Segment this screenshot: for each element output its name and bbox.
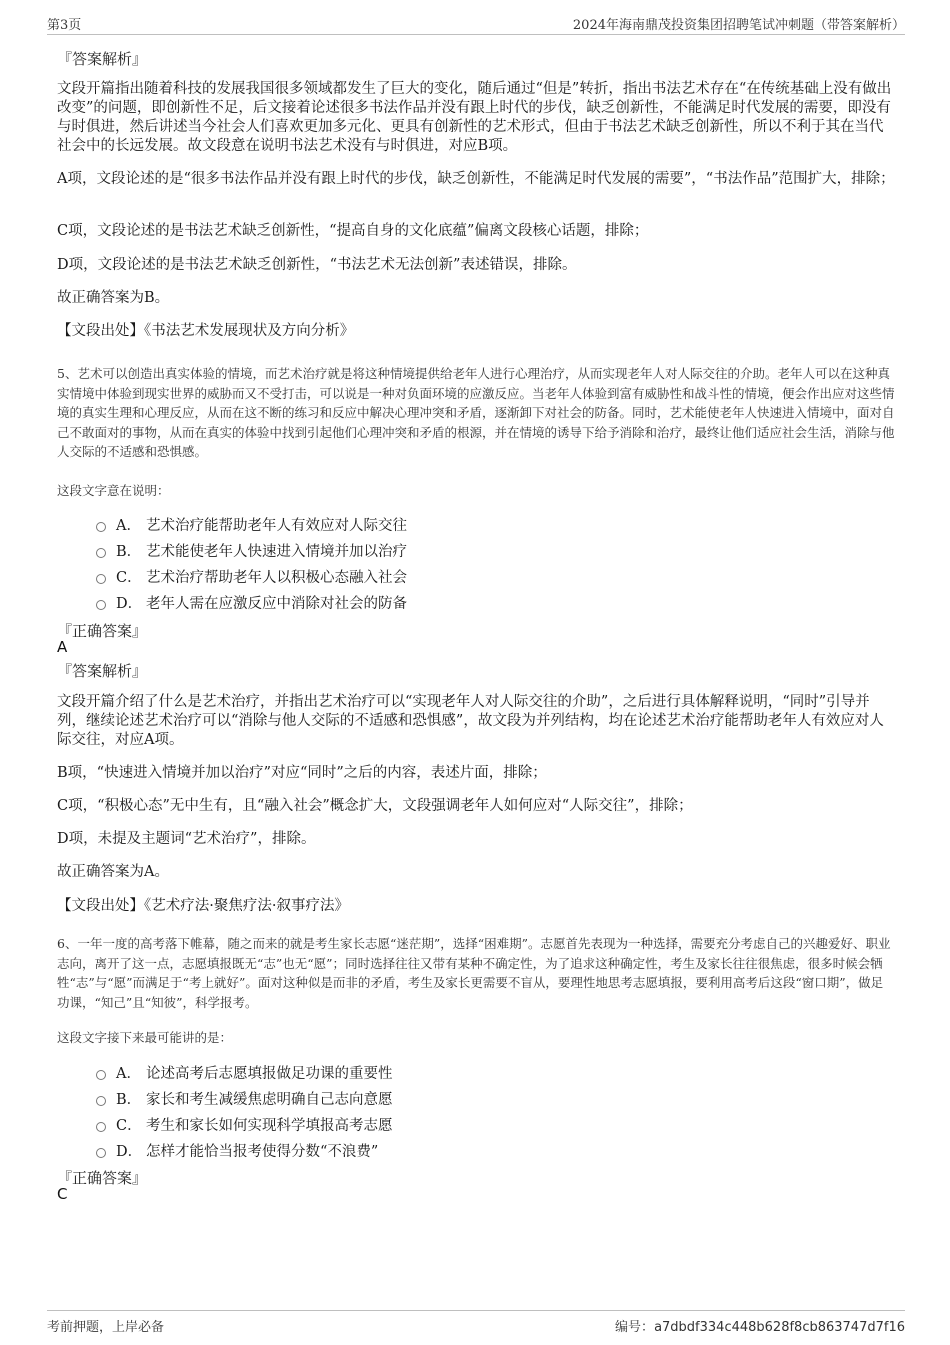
correct-answer: A	[57, 638, 68, 656]
radio-button-icon[interactable]	[96, 574, 106, 584]
radio-button-icon[interactable]	[96, 1122, 106, 1132]
question-6-option-d[interactable]	[96, 1140, 378, 1160]
option-letter: D．	[116, 1144, 143, 1160]
page-number: 第3页	[47, 18, 82, 33]
question-5-prompt: 这段文字意在说明：	[57, 483, 170, 498]
option-text: 考生和家长如何实现科学填报高考志愿	[146, 1118, 393, 1134]
page-header	[47, 14, 905, 35]
analysis-paragraph: C项，“积极心态”无中生有，且“融入社会”概念扩大，文段强调老年人如何应对“人际交往”，排除；	[57, 798, 693, 814]
page-footer	[47, 1310, 905, 1335]
question-5-option-a[interactable]	[96, 514, 407, 534]
question-5-option-d[interactable]	[96, 592, 407, 612]
option-text: 怎样才能恰当报考使得分数“不浪费”	[146, 1144, 379, 1160]
analysis-conclusion: 故正确答案为B。	[57, 290, 170, 306]
correct-answer: C	[57, 1185, 68, 1203]
question-5-option-c[interactable]	[96, 566, 407, 586]
option-letter: A．	[116, 1066, 141, 1082]
question-6-option-a[interactable]	[96, 1062, 393, 1082]
source-citation: 【文段出处】《书法艺术发展现状及方向分析》	[57, 323, 355, 339]
analysis-label: 『答案解析』	[57, 50, 148, 68]
option-text: 论述高考后志愿填报做足功课的重要性	[146, 1066, 393, 1082]
analysis-paragraph: 文段开篇指出随着科技的发展我国很多领域都发生了巨大的变化，随后通过“但是”转折，指出书法艺术存在“在传统基础上没有做出改变”的问题，即创新性不足，后文接着论述很多书法作品并没有跟上时代的步伐，缺乏创新性，不能满足时代发展的需要，即没有与时俱进，然后讲述当今社会人们喜欢更加多元化、更具有创新性的艺术形式，但由于书法艺术缺乏创新性，所以不利于其在当代社会中的长远发展。故文段意在说明书法艺术没有与时俱进，对应B项。	[57, 81, 892, 154]
question-6-option-b[interactable]	[96, 1088, 393, 1108]
analysis-conclusion: 故正确答案为A。	[57, 864, 169, 880]
option-letter: C．	[116, 570, 142, 586]
option-letter: B．	[116, 1092, 142, 1108]
analysis-paragraph: D项，未提及主题词“艺术治疗”，排除。	[57, 831, 316, 847]
analysis-paragraph: A项，文段论述的是“很多书法作品并没有跟上时代的步伐，缺乏创新性，不能满足时代发展的需要”，“书法作品”范围扩大，排除；	[57, 171, 895, 187]
question-6-prompt: 这段文字接下来最可能讲的是：	[57, 1030, 233, 1045]
question-6-option-c[interactable]	[96, 1114, 393, 1134]
analysis-paragraph: C项，文段论述的是书法艺术缺乏创新性，“提高自身的文化底蕴”偏离文段核心话题，排除；	[57, 223, 649, 239]
answer-label: 『正确答案』	[57, 1169, 148, 1187]
radio-button-icon[interactable]	[96, 1096, 106, 1106]
analysis-paragraph: B项，“快速进入情境并加以治疗”对应“同时”之后的内容，表述片面，排除；	[57, 765, 547, 781]
analysis-label: 『答案解析』	[57, 662, 148, 680]
option-text: 艺术能使老年人快速进入情境并加以治疗	[146, 544, 407, 560]
question-5-stem: 5、艺术可以创造出真实体验的情境，而艺术治疗就是将这种情境提供给老年人进行心理治疗，从而实现老年人对人际交往的介助。老年人可以在这种真实情境中体验到现实世界的威胁而又不受打击，可以说是一种对负面环境的应激反应。当老年人体验到富有威胁性和战斗性的情境，便会作出应对这些情境的真实生理和心理反应，从而在这不断的练习和反应中解决心理冲突和矛盾，逐渐卸下对社会的防备。同时，艺术能使老年人快速进入情境中，面对自己不敢面对的事物，从而在真实的体验中找到引起他们心理冲突和矛盾的根源，并在情境的诱导下给予消除和治疗，最终让他们适应社会生活，消除与他人交际的不适感和恐惧感。	[57, 366, 895, 459]
radio-button-icon[interactable]	[96, 522, 106, 532]
analysis-paragraph: 文段开篇介绍了什么是艺术治疗，并指出艺术治疗可以“实现老年人对人际交往的介助”，之后进行具体解释说明，“同时”引导并列，继续论述艺术治疗可以“消除与他人交际的不适感和恐惧感”，故文段为并列结构，均在论述艺术治疗能帮助老年人有效应对人际交往，对应A项。	[57, 694, 884, 748]
source-citation: 【文段出处】《艺术疗法·聚焦疗法·叙事疗法》	[57, 898, 349, 914]
analysis-paragraph: D项，文段论述的是书法艺术缺乏创新性，“书法艺术无法创新”表述错误，排除。	[57, 257, 577, 273]
option-letter: A．	[116, 518, 141, 534]
question-5-option-b[interactable]	[96, 540, 407, 560]
radio-button-icon[interactable]	[96, 548, 106, 558]
option-letter: B．	[116, 544, 142, 560]
radio-button-icon[interactable]	[96, 600, 106, 610]
option-text: 家长和考生减缓焦虑明确自己志向意愿	[146, 1092, 393, 1108]
document-code	[615, 1316, 905, 1335]
option-text: 艺术治疗帮助老年人以积极心态融入社会	[146, 570, 407, 586]
option-letter: D．	[116, 596, 143, 612]
question-6-stem: 6、一年一度的高考落下帷幕，随之而来的就是考生家长志愿“迷茫期”，选择“困难期”。志愿首先表现为一种选择，需要充分考虑自己的兴趣爱好、职业志向，离开了这一点，志愿填报既无“志”也无“愿”；同时选择往往又带有某种不确定性，为了追求这种确定性，考生及家长往往很焦虑，很多时候会牺牲“志”与“愿”而满足于“考上就好”。面对这种似是而非的矛盾，考生及家长更需要不盲从，要理性地思考志愿填报，要利用高考后这段“窗口期”，做足功课，“知己”且“知彼”，科学报考。	[57, 936, 891, 1010]
radio-button-icon[interactable]	[96, 1070, 106, 1080]
document-title: 2024年海南鼎茂投资集团招聘笔试冲刺题（带答案解析）	[572, 18, 905, 33]
code-value: a7dbdf334c448b628f8cb863747d7f16	[654, 1320, 905, 1335]
footer-slogan: 考前押题，上岸必备	[47, 1320, 165, 1335]
option-text: 老年人需在应激反应中消除对社会的防备	[146, 596, 407, 612]
code-label: 编号：	[615, 1320, 655, 1335]
radio-button-icon[interactable]	[96, 1148, 106, 1158]
answer-label: 『正确答案』	[57, 622, 148, 640]
option-text: 艺术治疗能帮助老年人有效应对人际交往	[146, 518, 407, 534]
option-letter: C．	[116, 1118, 142, 1134]
